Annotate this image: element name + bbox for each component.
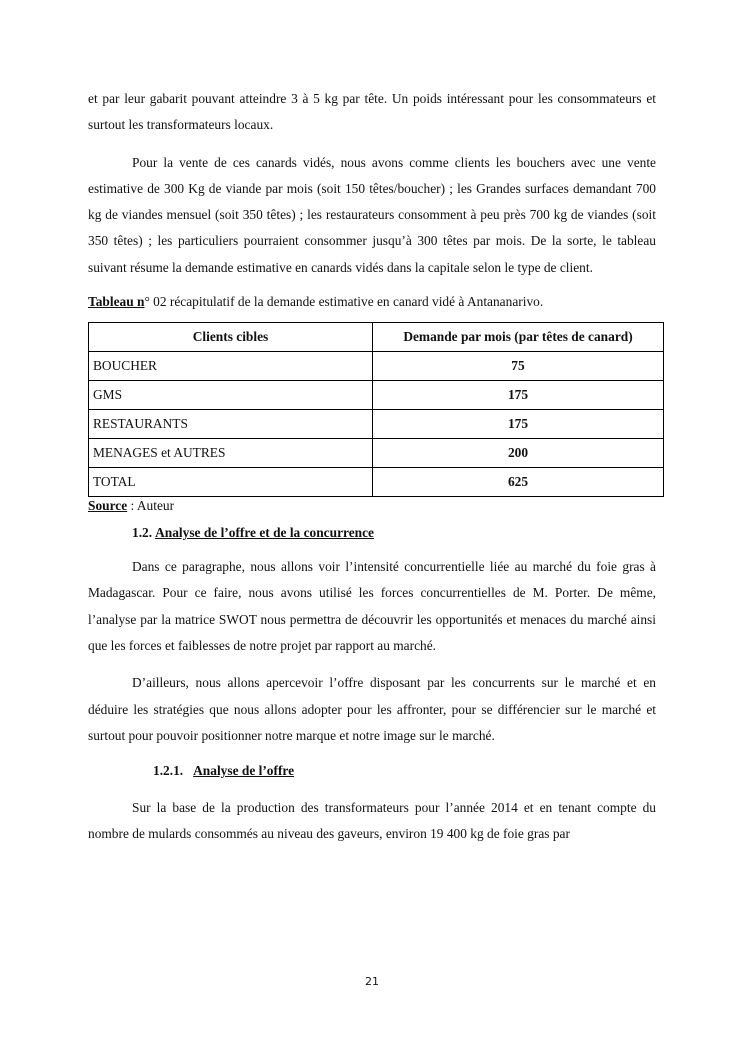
table-row-total — [89, 468, 664, 497]
table-row — [89, 381, 664, 410]
section-heading-1-2 — [132, 523, 656, 543]
demand-table — [88, 322, 664, 497]
table-cell-client: GMS — [89, 381, 373, 410]
source-text: : Auteur — [127, 498, 175, 514]
table-header-row — [89, 323, 664, 352]
section-number: 1.2. — [132, 525, 153, 541]
paragraph-1: et par leur gabarit pouvant atteindre 3 à 5 kg par tête. Un poids intéressant pour les consommateurs et surtout les transformateurs locaux. — [88, 91, 656, 133]
table-cell-client: MENAGES et AUTRES — [89, 439, 373, 468]
document-body — [88, 86, 656, 848]
table-cell-demand: 175 — [373, 410, 664, 439]
section-heading-1-2-1 — [153, 758, 656, 784]
table-row — [89, 439, 664, 468]
table-header-cell: Demande par mois (par têtes de canard) — [373, 323, 664, 352]
source-label: Source — [88, 498, 128, 514]
table-caption-text: ° 02 récapitulatif de la demande estimative en canard vidé à Antananarivo. — [144, 294, 544, 310]
table-source — [88, 497, 656, 515]
paragraph-5: Sur la base de la production des transformateurs pour l’année 2014 et en tenant compte du nombre de mulards consommés au niveau des gaveurs, environ 19 400 kg de foie gras par — [88, 800, 656, 842]
paragraph-3: Dans ce paragraphe, nous allons voir l’intensité concurrentielle liée au marché du foie gras à Madagascar. Pour ce faire, nous avons utilisé les forces concurrentielles de M. Porter. De même, l’analyse par la matrice SWOT nous permettra de découvrir les opportunités et menaces du marché ainsi que les forces et faiblesses de notre projet par rapport au marché. — [88, 559, 656, 653]
page-number: 21 — [365, 975, 379, 988]
paragraph-4: D’ailleurs, nous allons apercevoir l’offre disposant par les concurrents sur le marché et en déduire les stratégies que nous allons adopter pour les affronter, pour se différencier sur le marché et surtout pour pouvoir positionner notre marque et notre image sur le marché. — [88, 675, 656, 743]
section-number: 1.2.1. — [153, 763, 184, 779]
table-row — [89, 352, 664, 381]
table-cell-demand: 175 — [373, 381, 664, 410]
section-title: Analyse de l’offre et de la concurrence — [155, 525, 374, 541]
table-caption-label: Tableau n — [88, 294, 145, 310]
section-title: Analyse de l’offre — [193, 763, 295, 779]
table-cell-demand: 200 — [373, 439, 664, 468]
table-cell-demand: 75 — [373, 352, 664, 381]
table-cell-client: TOTAL — [89, 468, 373, 497]
table-header-cell: Clients cibles — [89, 323, 373, 352]
table-cell-client: BOUCHER — [89, 352, 373, 381]
paragraph-2: Pour la vente de ces canards vidés, nous avons comme clients les bouchers avec une vente estimative de 300 Kg de viande par mois (soit 150 têtes/boucher) ; les Grandes surfaces demandant 700 kg de viandes mensuel (soit 350 têtes) ; les restaurateurs consomment à peu près 700 kg de viandes (soit 350 têtes) ; les particuliers pourraient consommer jusqu’à 300 têtes par mois. De la sorte, le tableau suivant résume la demande estimative en canards vidés dans la capitale selon le type de client. — [88, 154, 656, 275]
table-cell-demand: 625 — [373, 468, 664, 497]
table-cell-client: RESTAURANTS — [89, 410, 373, 439]
table-row — [89, 410, 664, 439]
table-caption — [88, 292, 656, 312]
